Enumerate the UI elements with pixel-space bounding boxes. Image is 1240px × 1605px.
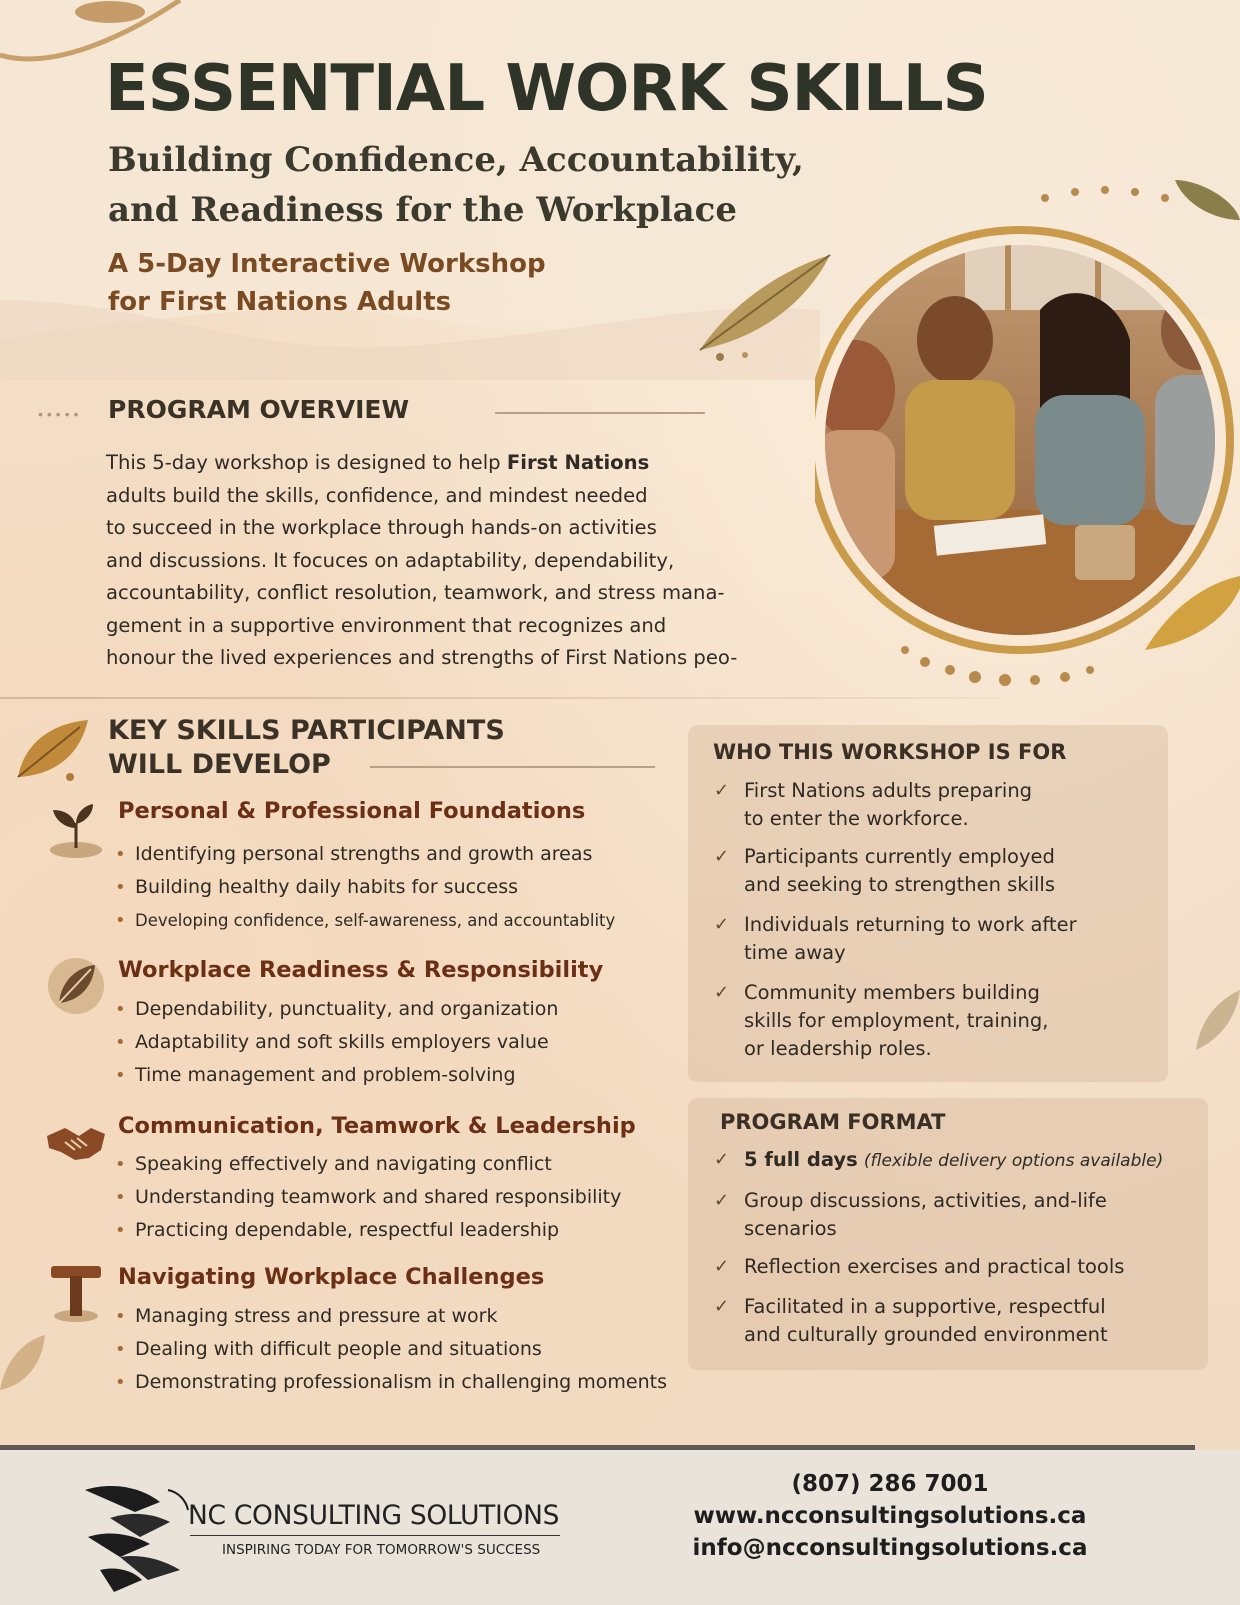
list-item-text: or leadership roles. — [744, 1037, 932, 1060]
list-item — [714, 911, 1159, 967]
hammer-icon — [45, 1262, 107, 1324]
skill-list — [113, 1300, 667, 1399]
leaf-icon — [10, 715, 90, 785]
skill-group — [45, 798, 685, 948]
check-icon: ✓ — [714, 780, 730, 801]
skill-group-title: Communication, Teamwork & Leadership — [118, 1113, 636, 1139]
list-item-text: time away — [744, 941, 846, 964]
tagline-line: for First Nations Adults — [108, 287, 452, 317]
list-item-text: Participants currently employed — [744, 845, 1055, 868]
page-subtitle — [108, 135, 868, 235]
check-icon: ✓ — [714, 982, 730, 1003]
list-item-text: Facilitated in a supportive, respectful — [744, 1295, 1106, 1318]
format-panel — [688, 1098, 1208, 1370]
list-item — [714, 1293, 1204, 1349]
phone-number[interactable]: (807) 286 7001 — [791, 1471, 989, 1497]
subtitle-line: Building Confidence, Accountability, — [108, 140, 804, 180]
audience-panel — [688, 725, 1168, 1082]
list-item: • Time management and problem-solving — [113, 1059, 558, 1092]
handshake-icon — [45, 1110, 107, 1172]
key-skills-heading — [108, 714, 505, 782]
leaf-icon — [0, 1330, 50, 1410]
skill-group — [45, 955, 685, 1105]
skill-group — [45, 1262, 685, 1412]
overview-text: to succeed in the workplace through hands-on activities — [106, 516, 657, 539]
list-item — [714, 1187, 1204, 1243]
list-item: • Managing stress and pressure at work — [113, 1300, 667, 1333]
format-heading: PROGRAM FORMAT — [720, 1110, 946, 1134]
overview-text: gement in a supportive environment that recognizes and — [106, 613, 667, 637]
leaf-icon — [45, 955, 107, 1017]
list-item — [714, 843, 1159, 899]
list-item-text: Reflection exercises and practical tools — [744, 1255, 1125, 1278]
list-item-text: scenarios — [744, 1217, 837, 1240]
overview-text: adults build the skills, confidence, and mindest needed — [106, 483, 648, 507]
workshop-tagline — [108, 245, 546, 321]
check-icon: ✓ — [714, 1190, 730, 1211]
format-list — [714, 1146, 1204, 1349]
list-item: • Building healthy daily habits for success — [113, 871, 615, 904]
list-item — [714, 777, 1159, 833]
audience-list — [714, 777, 1159, 1063]
list-item: • Adaptability and soft skills employers value — [113, 1026, 558, 1059]
list-item: • Dependability, punctuality, and organization — [113, 993, 558, 1026]
list-item: • Understanding teamwork and shared responsibility — [113, 1181, 621, 1214]
company-logo-icon — [80, 1482, 190, 1594]
list-item — [714, 979, 1159, 1063]
tagline-line: A 5-Day Interactive Workshop — [108, 249, 546, 279]
list-item: • Dealing with difficult people and situations — [113, 1333, 667, 1366]
check-icon: ✓ — [714, 1256, 730, 1277]
website-link[interactable]: www.ncconsultingsolutions.ca — [693, 1503, 1087, 1529]
footer — [0, 1450, 1240, 1605]
list-item-text: Community members building — [744, 981, 1040, 1004]
list-item: • Practicing dependable, respectful leadership — [113, 1214, 621, 1247]
page-title: ESSENTIAL WORK SKILLS — [105, 52, 988, 126]
list-item-text: First Nations adults preparing — [744, 779, 1033, 802]
workshop-photo — [815, 180, 1240, 690]
dots-decoration: ••••• — [38, 406, 83, 422]
subtitle-line: and Readiness for the Workplace — [108, 190, 737, 230]
list-item: • Developing confidence, self-awareness, and accountablity — [113, 904, 615, 937]
check-icon: ✓ — [714, 846, 730, 867]
overview-text: honour the lived experiences and strengths of First Nations peo- — [106, 646, 738, 669]
list-item: • Demonstrating professionalism in challenging moments — [113, 1366, 667, 1399]
list-item-text: Group discussions, activities, and-life — [744, 1189, 1107, 1212]
list-item-text-italic: (flexible delivery options available) — [863, 1151, 1164, 1171]
overview-text-bold: First Nations — [506, 451, 650, 474]
heading-line: KEY SKILLS PARTICIPANTS — [108, 715, 505, 746]
skills-divider — [370, 766, 655, 768]
check-icon: ✓ — [714, 914, 730, 935]
company-name: NC CONSULTING SOLUTIONS — [188, 1500, 560, 1531]
email-link[interactable]: info@ncconsultingsolutions.ca — [692, 1535, 1088, 1561]
skill-group-title: Personal & Professional Foundations — [118, 798, 586, 824]
skill-group — [45, 1110, 685, 1260]
skill-list — [113, 1148, 621, 1247]
check-icon: ✓ — [714, 1149, 730, 1170]
overview-heading: PROGRAM OVERVIEW — [108, 395, 410, 424]
skill-list — [113, 838, 615, 937]
contact-info — [660, 1468, 1120, 1564]
audience-heading: WHO THIS WORKSHOP IS FOR — [713, 740, 1067, 764]
overview-text: accountability, conflict resolution, teamwork, and stress mana- — [106, 581, 725, 604]
leaf-icon — [1178, 980, 1240, 1060]
overview-divider — [495, 412, 705, 414]
list-item — [714, 1253, 1204, 1281]
skill-group-title: Navigating Workplace Challenges — [118, 1264, 545, 1290]
heading-line: WILL DEVELOP — [108, 749, 331, 780]
overview-paragraph — [106, 447, 816, 675]
company-slogan: INSPIRING TODAY FOR TOMORROW'S SUCCESS — [222, 1542, 541, 1558]
sprout-icon — [45, 798, 107, 860]
skill-group-title: Workplace Readiness & Responsibility — [118, 957, 604, 983]
list-item-text: and seeking to strengthen skills — [744, 873, 1056, 896]
logo-divider — [190, 1535, 560, 1536]
list-item: • Identifying personal strengths and growth areas — [113, 838, 615, 871]
section-divider — [0, 697, 1000, 699]
list-item-text: Individuals returning to work after — [744, 913, 1077, 936]
list-item: • Speaking effectively and navigating conflict — [113, 1148, 621, 1181]
overview-text: This 5-day workshop is designed to help — [106, 451, 507, 474]
list-item-text: and culturally grounded environment — [744, 1323, 1108, 1346]
list-item-text: to enter the workforce. — [744, 807, 969, 830]
list-item-text: skills for employment, training, — [744, 1009, 1049, 1032]
overview-text: and discussions. It focuces on adaptability, dependability, — [106, 548, 675, 572]
list-item — [714, 1146, 1204, 1175]
skill-list — [113, 993, 558, 1092]
list-item-text-bold: 5 full days — [744, 1148, 858, 1171]
check-icon: ✓ — [714, 1296, 730, 1317]
